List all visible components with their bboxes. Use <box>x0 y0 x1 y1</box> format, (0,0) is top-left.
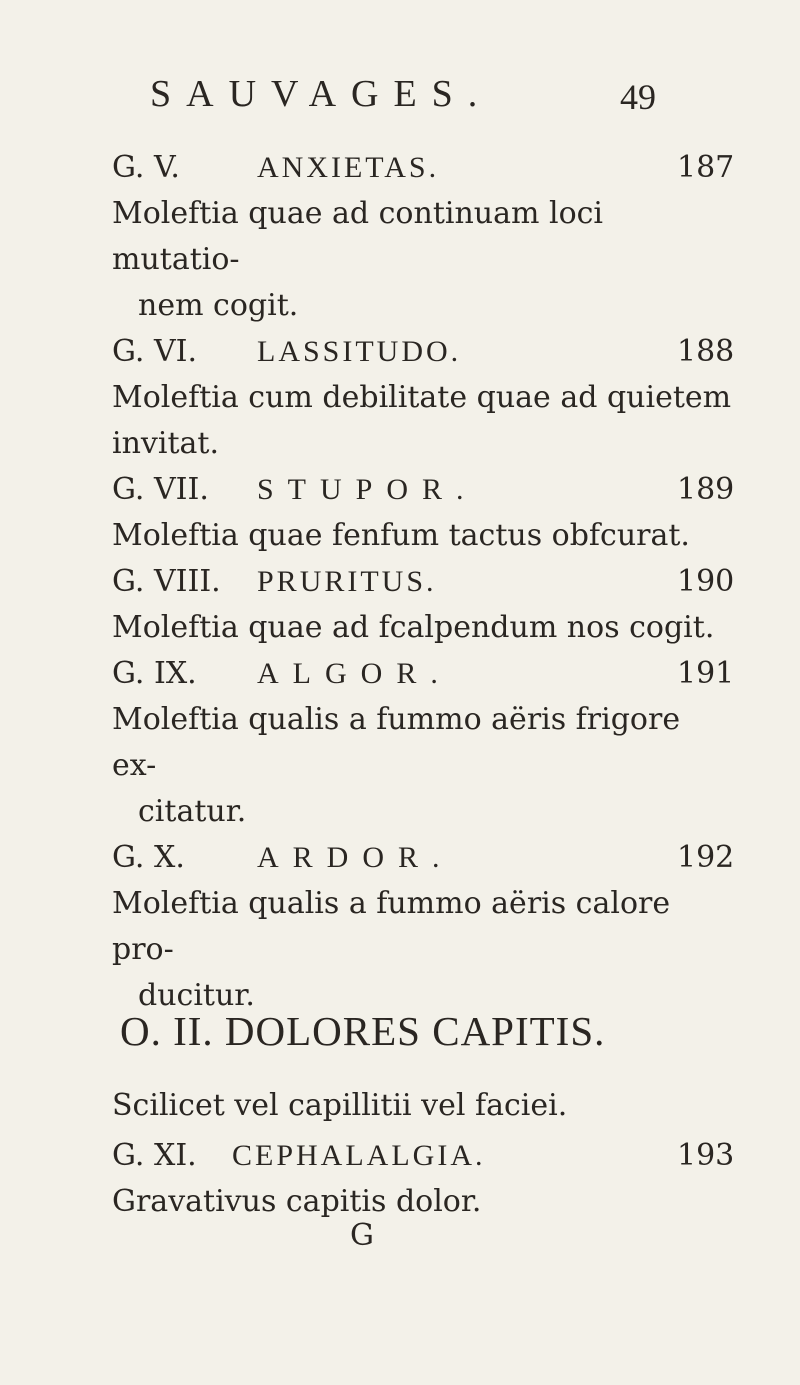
genus-description: Moleftia qualis a fummo aëris frigore ex- <box>112 702 681 783</box>
genus-description: Moleftia quae ad continuam loci mutatio- <box>112 196 604 277</box>
genus-entry <box>112 467 735 559</box>
genus-label: G. XI. <box>112 1138 197 1173</box>
order-heading: O. II. DOLORES CAPITIS. <box>120 1008 606 1054</box>
genus-label: G. X. <box>112 840 185 875</box>
genus-number: 191 <box>677 656 735 691</box>
genus-label: G. VII. <box>112 472 209 507</box>
genus-number: 190 <box>677 564 735 599</box>
genus-description-continued: ducitur. <box>138 978 255 1013</box>
catchword: G <box>350 1218 374 1253</box>
genus-entry <box>112 651 735 835</box>
genus-label: G. V. <box>112 150 180 185</box>
genus-entry <box>112 1133 735 1225</box>
genus-description-continued: citatur. <box>138 794 247 829</box>
genus-entry <box>112 329 735 467</box>
genus-number: 189 <box>677 472 735 507</box>
genus-label: G. VI. <box>112 334 198 369</box>
genus-description: Moleftia cum debilitate quae ad quietem <box>112 380 732 415</box>
genus-name: PRURITUS. <box>257 565 437 598</box>
genus-description: Moleftia quae ad fcalpendum nos cogit. <box>112 610 715 645</box>
genus-label: G. IX. <box>112 656 197 691</box>
genus-number: 192 <box>677 840 735 875</box>
genus-entries <box>112 145 735 1019</box>
genus-description: Moleftia qualis a fummo aëris calore pro- <box>112 886 671 967</box>
genus-entry <box>112 145 735 329</box>
genus-label: G. VIII. <box>112 564 221 599</box>
genus-entry <box>112 835 735 1019</box>
genus-description-continued: invitat. <box>112 426 219 461</box>
genus-number: 193 <box>677 1138 735 1173</box>
running-head: SAUVAGES. <box>150 73 493 115</box>
genus-description: Gravativus capitis dolor. <box>112 1184 482 1219</box>
genus-name: CEPHALALGIA. <box>232 1139 486 1172</box>
genus-name: ALGOR. <box>257 657 452 690</box>
order-description: Scilicet vel capillitii vel faciei. <box>112 1088 568 1123</box>
genus-name: STUPOR. <box>257 473 478 506</box>
genus-number: 188 <box>677 334 735 369</box>
genus-description: Moleftia quae fenfum tactus obfcurat. <box>112 518 690 553</box>
page-number: 49 <box>620 77 656 117</box>
genus-name: ARDOR. <box>257 841 454 874</box>
genus-description-continued: nem cogit. <box>138 288 299 323</box>
genus-number: 187 <box>677 150 735 185</box>
genus-entry <box>112 559 735 651</box>
genus-name: ANXIETAS. <box>257 151 440 184</box>
genus-name: LASSITUDO. <box>257 335 462 368</box>
